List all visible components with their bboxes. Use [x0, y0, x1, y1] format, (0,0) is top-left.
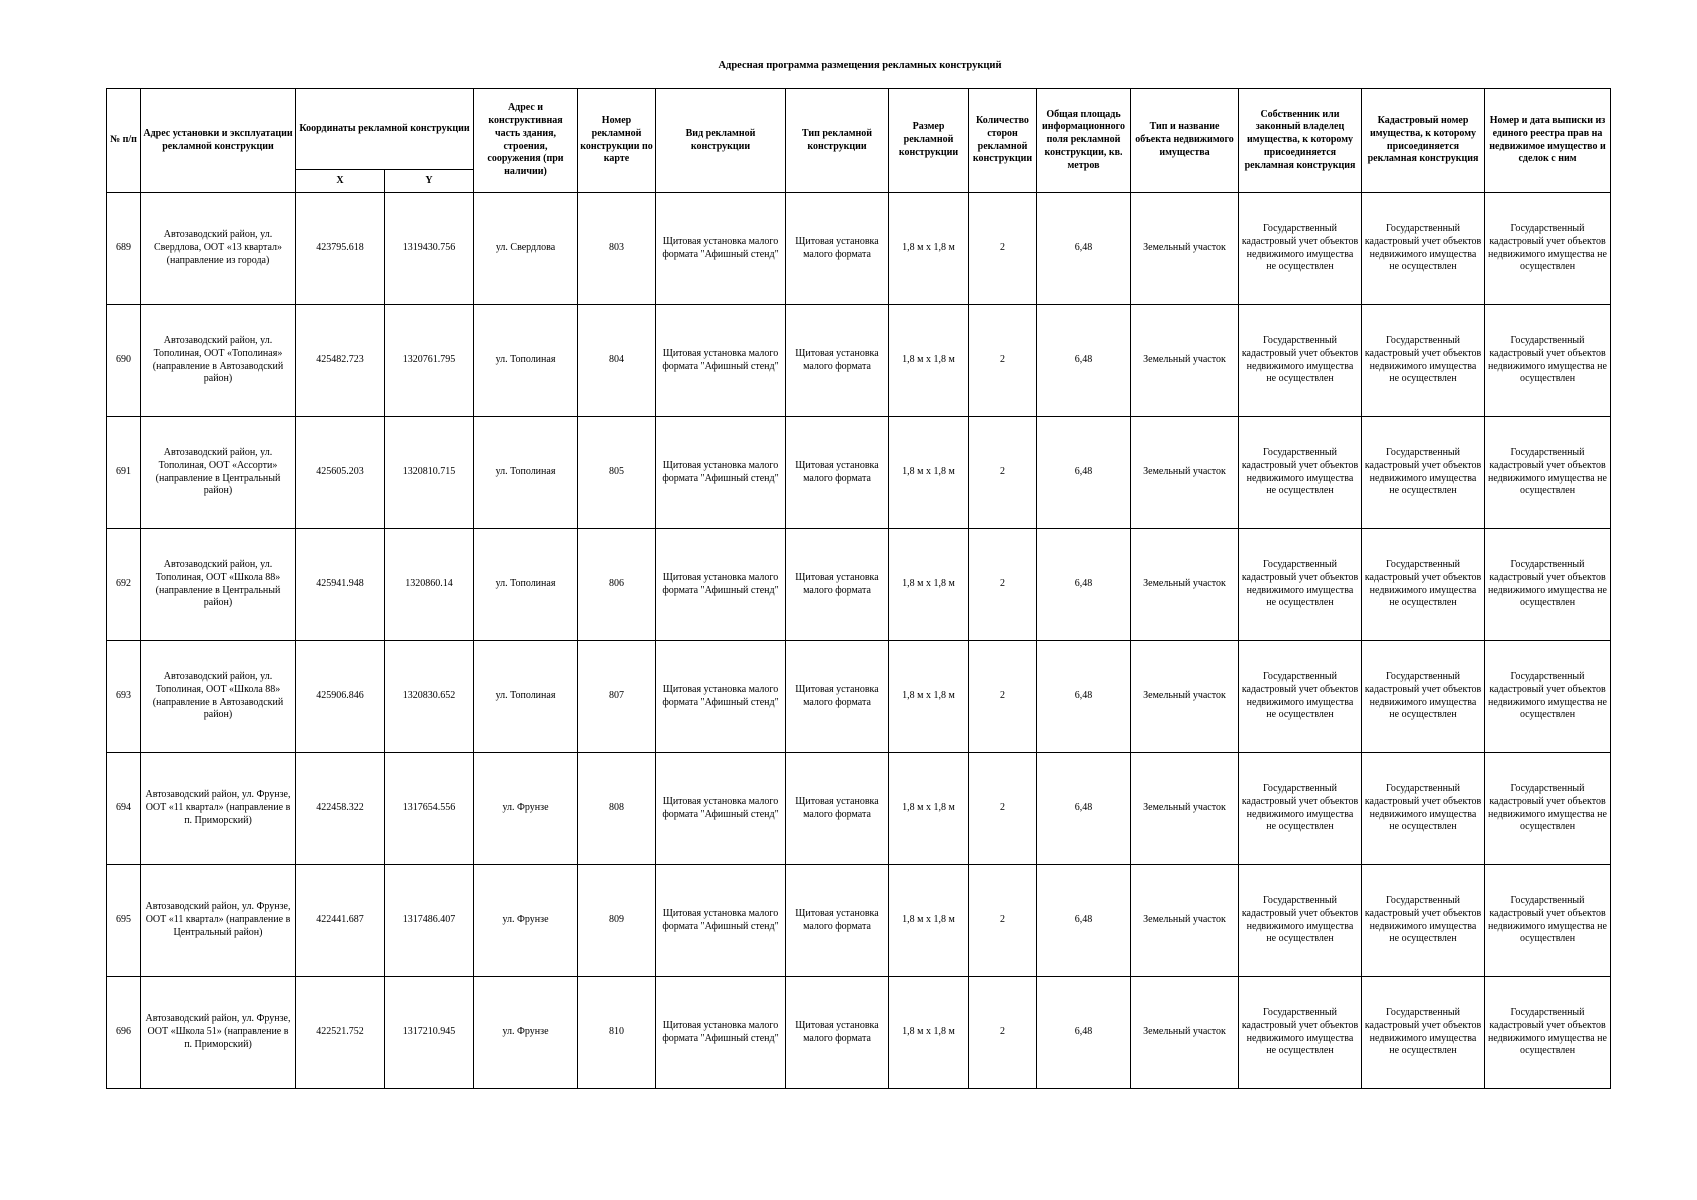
cell-address: Автозаводский район, ул. Фрунзе, ООТ «11 квартал» (направление в п. Приморский)	[141, 753, 296, 865]
cell-map-num: 810	[578, 977, 656, 1089]
cell-building: ул. Фрунзе	[474, 753, 578, 865]
cell-sides: 2	[969, 753, 1037, 865]
cell-size: 1,8 м x 1,8 м	[889, 753, 969, 865]
cell-y: 1320860.14	[385, 529, 474, 641]
cell-num: 692	[107, 529, 141, 641]
cell-size: 1,8 м x 1,8 м	[889, 641, 969, 753]
cell-map-num: 803	[578, 193, 656, 305]
header-sides: Количество сторон рекламной конструкции	[969, 89, 1037, 193]
cell-property: Земельный участок	[1131, 305, 1239, 417]
header-address: Адрес установки и эксплуатации рекламной конструкции	[141, 89, 296, 193]
cell-area: 6,48	[1037, 865, 1131, 977]
cell-area: 6,48	[1037, 641, 1131, 753]
cell-type: Щитовая установка малого формата	[786, 977, 889, 1089]
cell-building: ул. Фрунзе	[474, 977, 578, 1089]
header-building: Адрес и конструктивная часть здания, строения, сооружения (при наличии)	[474, 89, 578, 193]
cell-y: 1317210.945	[385, 977, 474, 1089]
cell-owner: Государственный кадастровый учет объектов недвижимого имущества не осуществлен	[1239, 865, 1362, 977]
cell-y: 1319430.756	[385, 193, 474, 305]
cell-cadastral: Государственный кадастровый учет объектов недвижимого имущества не осуществлен	[1362, 529, 1485, 641]
cell-kind: Щитовая установка малого формата "Афишный стенд"	[656, 753, 786, 865]
cell-cadastral: Государственный кадастровый учет объектов недвижимого имущества не осуществлен	[1362, 193, 1485, 305]
cell-address: Автозаводский район, ул. Тополиная, ООТ «Школа 88» (направление в Автозаводский район)	[141, 641, 296, 753]
cell-sides: 2	[969, 641, 1037, 753]
header-y: Y	[385, 170, 474, 193]
cell-building: ул. Тополиная	[474, 641, 578, 753]
cell-type: Щитовая установка малого формата	[786, 641, 889, 753]
header-registry: Номер и дата выписки из единого реестра прав на недвижимое имущество и сделок с ним	[1485, 89, 1611, 193]
cell-owner: Государственный кадастровый учет объектов недвижимого имущества не осуществлен	[1239, 417, 1362, 529]
table-row	[107, 753, 1611, 865]
cell-x: 422441.687	[296, 865, 385, 977]
cell-address: Автозаводский район, ул. Тополиная, ООТ «Ассорти» (направление в Центральный район)	[141, 417, 296, 529]
cell-y: 1317654.556	[385, 753, 474, 865]
cell-building: ул. Тополиная	[474, 529, 578, 641]
cell-building: ул. Свердлова	[474, 193, 578, 305]
cell-sides: 2	[969, 417, 1037, 529]
cell-map-num: 805	[578, 417, 656, 529]
cell-x: 422521.752	[296, 977, 385, 1089]
cell-y: 1317486.407	[385, 865, 474, 977]
table-row	[107, 977, 1611, 1089]
cell-building: ул. Тополиная	[474, 305, 578, 417]
cell-type: Щитовая установка малого формата	[786, 193, 889, 305]
cell-num: 693	[107, 641, 141, 753]
cell-x: 425906.846	[296, 641, 385, 753]
cell-num: 696	[107, 977, 141, 1089]
cell-address: Автозаводский район, ул. Фрунзе, ООТ «Школа 51» (направление в п. Приморский)	[141, 977, 296, 1089]
cell-address: Автозаводский район, ул. Тополиная, ООТ «Школа 88» (направление в Центральный район)	[141, 529, 296, 641]
cell-property: Земельный участок	[1131, 865, 1239, 977]
header-kind: Вид рекламной конструкции	[656, 89, 786, 193]
cell-x: 425482.723	[296, 305, 385, 417]
cell-property: Земельный участок	[1131, 529, 1239, 641]
cell-type: Щитовая установка малого формата	[786, 529, 889, 641]
cell-x: 425605.203	[296, 417, 385, 529]
cell-property: Земельный участок	[1131, 193, 1239, 305]
header-size: Размер рекламной конструкции	[889, 89, 969, 193]
cell-address: Автозаводский район, ул. Тополиная, ООТ «Тополиная» (направление в Автозаводский район)	[141, 305, 296, 417]
cell-size: 1,8 м x 1,8 м	[889, 417, 969, 529]
cell-kind: Щитовая установка малого формата "Афишный стенд"	[656, 865, 786, 977]
cell-area: 6,48	[1037, 193, 1131, 305]
cell-map-num: 808	[578, 753, 656, 865]
cell-area: 6,48	[1037, 977, 1131, 1089]
cell-registry: Государственный кадастровый учет объектов недвижимого имущества не осуществлен	[1485, 977, 1611, 1089]
table-header	[107, 89, 1611, 193]
cell-map-num: 807	[578, 641, 656, 753]
cell-property: Земельный участок	[1131, 977, 1239, 1089]
cell-property: Земельный участок	[1131, 641, 1239, 753]
cell-sides: 2	[969, 193, 1037, 305]
cell-num: 689	[107, 193, 141, 305]
cell-owner: Государственный кадастровый учет объектов недвижимого имущества не осуществлен	[1239, 977, 1362, 1089]
header-coords: Координаты рекламной конструкции	[296, 89, 474, 170]
cell-registry: Государственный кадастровый учет объектов недвижимого имущества не осуществлен	[1485, 193, 1611, 305]
header-num: № п/п	[107, 89, 141, 193]
cell-cadastral: Государственный кадастровый учет объектов недвижимого имущества не осуществлен	[1362, 977, 1485, 1089]
cell-num: 694	[107, 753, 141, 865]
document-title: Адресная программа размещения рекламных конструкций	[718, 60, 1002, 71]
cell-building: ул. Фрунзе	[474, 865, 578, 977]
cell-area: 6,48	[1037, 417, 1131, 529]
cell-size: 1,8 м x 1,8 м	[889, 305, 969, 417]
cell-registry: Государственный кадастровый учет объектов недвижимого имущества не осуществлен	[1485, 417, 1611, 529]
cell-registry: Государственный кадастровый учет объектов недвижимого имущества не осуществлен	[1485, 753, 1611, 865]
cell-num: 695	[107, 865, 141, 977]
cell-size: 1,8 м x 1,8 м	[889, 193, 969, 305]
table-row	[107, 193, 1611, 305]
table-body	[107, 193, 1611, 1089]
cell-registry: Государственный кадастровый учет объектов недвижимого имущества не осуществлен	[1485, 305, 1611, 417]
cell-area: 6,48	[1037, 305, 1131, 417]
cell-address: Автозаводский район, ул. Свердлова, ООТ «13 квартал» (направление из города)	[141, 193, 296, 305]
cell-owner: Государственный кадастровый учет объектов недвижимого имущества не осуществлен	[1239, 529, 1362, 641]
cell-sides: 2	[969, 977, 1037, 1089]
cell-size: 1,8 м x 1,8 м	[889, 977, 969, 1089]
cell-size: 1,8 м x 1,8 м	[889, 865, 969, 977]
table-row	[107, 305, 1611, 417]
cell-num: 690	[107, 305, 141, 417]
cell-y: 1320810.715	[385, 417, 474, 529]
cell-owner: Государственный кадастровый учет объектов недвижимого имущества не осуществлен	[1239, 193, 1362, 305]
cell-type: Щитовая установка малого формата	[786, 305, 889, 417]
cell-cadastral: Государственный кадастровый учет объектов недвижимого имущества не осуществлен	[1362, 305, 1485, 417]
cell-property: Земельный участок	[1131, 417, 1239, 529]
cell-owner: Государственный кадастровый учет объектов недвижимого имущества не осуществлен	[1239, 641, 1362, 753]
cell-map-num: 806	[578, 529, 656, 641]
cell-kind: Щитовая установка малого формата "Афишный стенд"	[656, 305, 786, 417]
cell-kind: Щитовая установка малого формата "Афишный стенд"	[656, 417, 786, 529]
header-owner: Собственник или законный владелец имущества, к которому присоединяется рекламная конструкция	[1239, 89, 1362, 193]
cell-building: ул. Тополиная	[474, 417, 578, 529]
header-property: Тип и название объекта недвижимого имущества	[1131, 89, 1239, 193]
cell-owner: Государственный кадастровый учет объектов недвижимого имущества не осуществлен	[1239, 305, 1362, 417]
cell-kind: Щитовая установка малого формата "Афишный стенд"	[656, 641, 786, 753]
cell-y: 1320761.795	[385, 305, 474, 417]
cell-sides: 2	[969, 305, 1037, 417]
cell-cadastral: Государственный кадастровый учет объектов недвижимого имущества не осуществлен	[1362, 417, 1485, 529]
cell-num: 691	[107, 417, 141, 529]
table-row	[107, 417, 1611, 529]
cell-area: 6,48	[1037, 753, 1131, 865]
cell-address: Автозаводский район, ул. Фрунзе, ООТ «11 квартал» (направление в Центральный район)	[141, 865, 296, 977]
cell-kind: Щитовая установка малого формата "Афишный стенд"	[656, 193, 786, 305]
cell-cadastral: Государственный кадастровый учет объектов недвижимого имущества не осуществлен	[1362, 865, 1485, 977]
cell-type: Щитовая установка малого формата	[786, 417, 889, 529]
cell-registry: Государственный кадастровый учет объектов недвижимого имущества не осуществлен	[1485, 641, 1611, 753]
cell-cadastral: Государственный кадастровый учет объектов недвижимого имущества не осуществлен	[1362, 641, 1485, 753]
cell-registry: Государственный кадастровый учет объектов недвижимого имущества не осуществлен	[1485, 529, 1611, 641]
header-map-num: Номер рекламной конструкции по карте	[578, 89, 656, 193]
header-area: Общая площадь информационного поля рекламной конструкции, кв. метров	[1037, 89, 1131, 193]
table-row	[107, 529, 1611, 641]
cell-property: Земельный участок	[1131, 753, 1239, 865]
table-row	[107, 641, 1611, 753]
header-x: X	[296, 170, 385, 193]
cell-type: Щитовая установка малого формата	[786, 865, 889, 977]
cell-y: 1320830.652	[385, 641, 474, 753]
cell-size: 1,8 м x 1,8 м	[889, 529, 969, 641]
cell-registry: Государственный кадастровый учет объектов недвижимого имущества не осуществлен	[1485, 865, 1611, 977]
cell-kind: Щитовая установка малого формата "Афишный стенд"	[656, 977, 786, 1089]
cell-cadastral: Государственный кадастровый учет объектов недвижимого имущества не осуществлен	[1362, 753, 1485, 865]
cell-x: 425941.948	[296, 529, 385, 641]
table-row	[107, 865, 1611, 977]
cell-kind: Щитовая установка малого формата "Афишный стенд"	[656, 529, 786, 641]
cell-sides: 2	[969, 529, 1037, 641]
cell-map-num: 809	[578, 865, 656, 977]
cell-sides: 2	[969, 865, 1037, 977]
cell-area: 6,48	[1037, 529, 1131, 641]
cell-x: 422458.322	[296, 753, 385, 865]
cell-map-num: 804	[578, 305, 656, 417]
header-type: Тип рекламной конструкции	[786, 89, 889, 193]
cell-x: 423795.618	[296, 193, 385, 305]
advertising-registry-table	[106, 88, 1611, 1089]
cell-owner: Государственный кадастровый учет объектов недвижимого имущества не осуществлен	[1239, 753, 1362, 865]
header-cadastral: Кадастровый номер имущества, к которому присоединяется рекламная конструкция	[1362, 89, 1485, 193]
cell-type: Щитовая установка малого формата	[786, 753, 889, 865]
